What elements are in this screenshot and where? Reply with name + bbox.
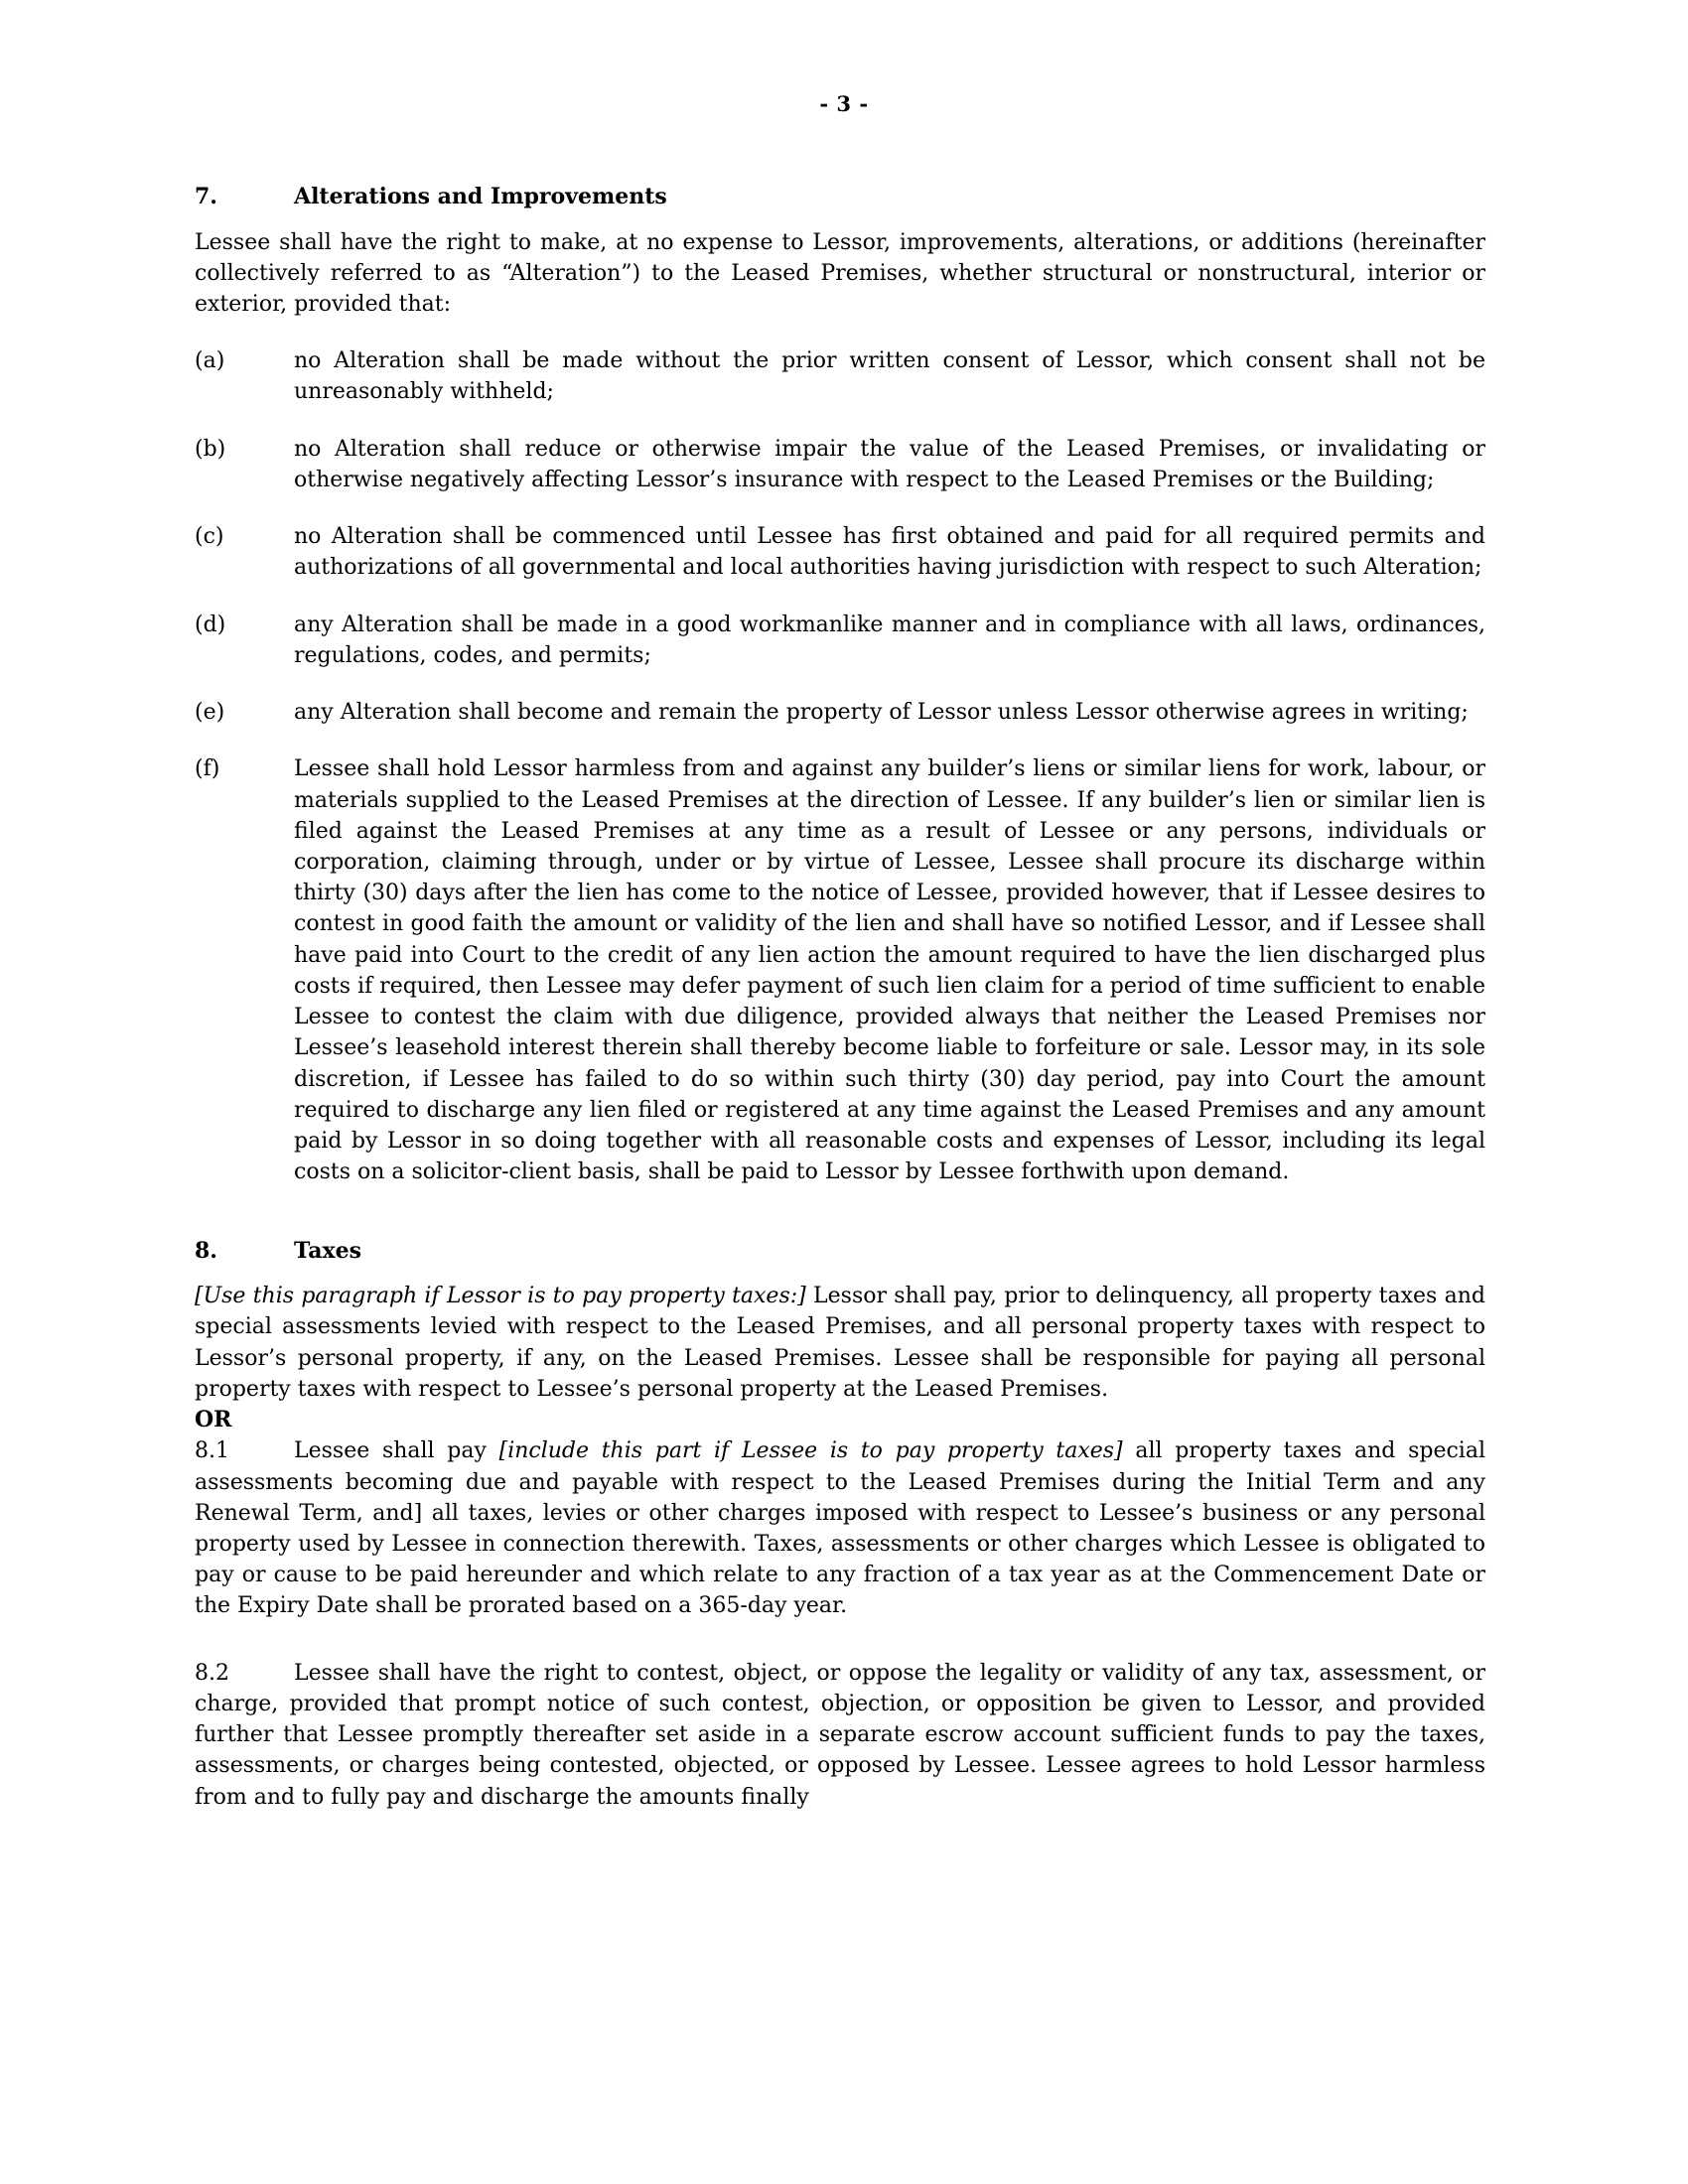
clause-text-f: Lessee shall hold Lessor harmless from and against any builder’s liens or similar liens for work, labour, or materials supplied to the Leased Premises at the direction of Lessee. If any builder’s lien or similar lien is filed against the Leased Premises at any time as a result of Lessee or any persons, individuals or corporation, claiming through, under or by virtue of Lessee, Lessee shall procure its discharge within thirty (30) days after the lien has come to the notice of Lessee, provided however, that if Lessee desires to contest in good faith the amount or validity of the lien and shall have so notified Lessor, and if Lessee shall have paid into Court to the credit of any lien action the amount required to have the lien discharged plus costs if required, then Lessee may defer payment of such lien claim for a period of time sufficient to enable Lessee to contest the claim with due diligence, provided always that neither the Leased Premises nor Lessee’s leasehold interest therein shall thereby become liable to forfeiture or sale. Lessor may, in its sole discretion, if Lessee has failed to do so within such thirty (30) day period, pay into Court the amount required to discharge any lien filed or registered at any time against the Leased Premises and any amount paid by Lessor in so doing together with all reasonable costs and expenses of Lessor, including its legal costs on a solicitor-client basis, shall be paid to Lessor by Lessee forthwith upon demand. <box>294 756 1485 1185</box>
subsection-8-2-text: Lessee shall have the right to contest, object, or oppose the legality or validity of any tax, assessment, or charge, provided that prompt notice of such contest, objection, or opposition be given to Lessor, and provided further that Lessee promptly thereafter set aside in a separate escrow account sufficient funds to pay the taxes, assessments, or charges being contested, objected, or opposed by Lessee. Lessee agrees to hold Lessor harmless from and to fully pay and discharge the amounts finally <box>195 1660 1485 1810</box>
clause-marker-a: (a) <box>195 348 225 374</box>
section-number-7: 7. <box>195 184 217 209</box>
lessor-option-instruction: [Use this paragraph if Lessor is to pay property taxes:] <box>195 1284 806 1309</box>
subsection-8-1-text: all property taxes and special assessments becoming due and payable with respect to the Leased Premises during the Initial Term and any Renewal Term, and] all taxes, levies or other charges imposed with respect to Lessee’s business or any personal property used by Lessee in connection therewith. Taxes, assessments or other charges which Lessee is obligated to pay or cause to be paid hereunder and which relate to any fraction of a tax year as at the Commencement Date or the Expiry Date shall be prorated based on a 365-day year. <box>195 1438 1485 1619</box>
subsection-8-1 <box>195 1435 1485 1621</box>
clause-marker-e: (e) <box>195 700 225 726</box>
section-title-8: Taxes <box>294 1237 362 1264</box>
clause-c <box>195 521 1485 583</box>
section-heading-8 <box>195 1238 1485 1266</box>
clause-text-c: no Alteration shall be commenced until Lessee has first obtained and paid for all required permits and authorizations of all governmental and local authorities having jurisdiction with respect to such Alteration; <box>294 524 1485 581</box>
clause-text-b: no Alteration shall reduce or otherwise impair the value of the Leased Premises, or invalidating or otherwise negatively affecting Lessor’s insurance with respect to the Leased Premises or the Building; <box>294 436 1485 492</box>
section-8-lessor-paragraph <box>195 1281 1485 1405</box>
clause-text-a: no Alteration shall be made without the prior written consent of Lessor, which consent shall not be unreasonably withheld; <box>294 348 1485 405</box>
section-heading-7 <box>195 184 1485 211</box>
page-number: - 3 - <box>819 91 869 116</box>
clause-e <box>195 697 1485 728</box>
clause-text-d: any Alteration shall be made in a good workmanlike manner and in compliance with all laws, ordinances, regulations, codes, and permits; <box>294 612 1485 668</box>
clause-marker-f: (f) <box>195 756 220 782</box>
subsection-number-8-1: 8.1 <box>195 1438 229 1464</box>
clause-d <box>195 610 1485 671</box>
clause-a <box>195 345 1485 407</box>
or-divider-label: OR <box>195 1407 232 1433</box>
subsection-8-1-instruction: [include this part if Lessee is to pay property taxes] <box>498 1438 1123 1464</box>
clause-marker-b: (b) <box>195 436 226 462</box>
section-7-intro: Lessee shall have the right to make, at no expense to Lessor, improvements, alterations, or additions (hereinafter collectively referred to as “Alteration”) to the Leased Premises, whether structural or nonstructural, interior or exterior, provided that: <box>195 229 1485 317</box>
lessor-option-text: Lessor shall pay, prior to delinquency, all property taxes and special assessments levied with respect to the Leased Premises, and all personal property taxes with respect to Lessor’s personal property, if any, on the Leased Premises. Lessee shall be responsible for paying all personal property taxes with respect to Lessee’s personal property at the Leased Premises. <box>195 1284 1485 1402</box>
section-number-8: 8. <box>195 1237 217 1264</box>
subsection-number-8-2: 8.2 <box>195 1660 229 1686</box>
subsection-spacer <box>195 1648 1485 1658</box>
clause-marker-c: (c) <box>195 524 224 550</box>
clause-text-e: any Alteration shall become and remain the property of Lessor unless Lessor otherwise agrees in writing; <box>294 700 1469 726</box>
subsection-8-1-lead: Lessee shall pay <box>294 1438 499 1464</box>
clause-f <box>195 753 1485 1187</box>
clause-marker-d: (d) <box>195 612 226 637</box>
section-title-7: Alterations and Improvements <box>294 184 667 209</box>
clause-b <box>195 434 1485 495</box>
document-body <box>195 184 1485 1839</box>
subsection-8-2 <box>195 1658 1485 1813</box>
section-spacer <box>195 1214 1485 1238</box>
